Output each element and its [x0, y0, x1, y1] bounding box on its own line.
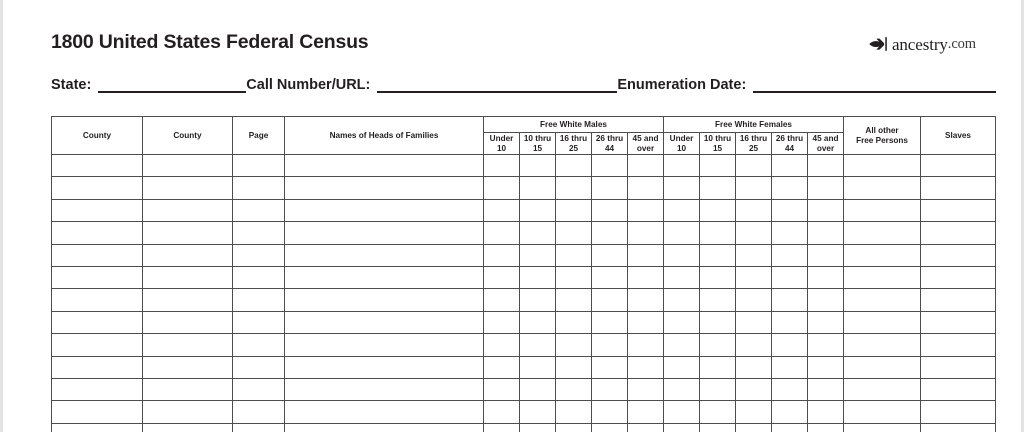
table-cell[interactable] [700, 289, 736, 311]
bracket-line1: Under [669, 133, 694, 143]
table-cell[interactable] [484, 401, 520, 423]
table-cell[interactable] [921, 378, 996, 400]
table-cell[interactable] [664, 311, 700, 333]
table-cell[interactable] [628, 199, 664, 221]
table-cell[interactable] [844, 334, 921, 356]
page-title: 1800 United States Federal Census [51, 31, 369, 53]
table-cell[interactable] [233, 266, 285, 288]
state-input-rule[interactable] [98, 78, 246, 93]
table-cell[interactable] [700, 401, 736, 423]
table-cell[interactable] [844, 401, 921, 423]
table-cell[interactable] [921, 401, 996, 423]
table-cell[interactable] [556, 266, 592, 288]
bracket-line1: 45 and [632, 133, 659, 143]
table-cell[interactable] [772, 177, 808, 199]
table-cell[interactable] [664, 155, 700, 177]
table-cell[interactable] [844, 423, 921, 432]
table-cell[interactable] [844, 199, 921, 221]
table-cell[interactable] [808, 155, 844, 177]
bracket-line1: 45 and [812, 133, 839, 143]
table-cell[interactable] [592, 155, 628, 177]
state-label: State: [51, 77, 92, 93]
bracket-line2: 10 [496, 143, 507, 153]
table-cell[interactable] [484, 222, 520, 244]
document-sheet [3, 0, 1021, 432]
table-cell[interactable] [484, 423, 520, 432]
males-bracket-45-and-over [628, 133, 664, 155]
table-cell[interactable] [592, 356, 628, 378]
table-cell[interactable] [592, 244, 628, 266]
table-cell[interactable] [736, 222, 772, 244]
table-cell[interactable] [808, 356, 844, 378]
call-number-field[interactable] [246, 77, 617, 93]
col-header-names-of-heads-of-families: Names of Heads of Families [285, 117, 484, 155]
table-cell[interactable] [736, 423, 772, 432]
table-cell[interactable] [520, 222, 556, 244]
table-cell[interactable] [772, 155, 808, 177]
table-cell[interactable] [233, 423, 285, 432]
table-cell[interactable] [484, 155, 520, 177]
table-cell[interactable] [921, 289, 996, 311]
bracket-line1: 16 thru [739, 133, 768, 143]
table-cell[interactable] [592, 423, 628, 432]
table-cell[interactable] [556, 401, 592, 423]
table-cell[interactable] [700, 311, 736, 333]
bracket-line2: 15 [532, 143, 543, 153]
table-cell[interactable] [285, 356, 484, 378]
table-cell[interactable] [285, 289, 484, 311]
table-cell[interactable] [484, 177, 520, 199]
table-cell[interactable] [772, 199, 808, 221]
bracket-line2: 25 [748, 143, 759, 153]
table-cell[interactable] [556, 155, 592, 177]
table-cell[interactable] [921, 244, 996, 266]
table-cell[interactable] [52, 289, 143, 311]
bracket-line1: 26 thru [595, 133, 624, 143]
table-cell[interactable] [808, 311, 844, 333]
table-cell[interactable] [233, 378, 285, 400]
table-cell[interactable] [808, 289, 844, 311]
table-cell[interactable] [628, 334, 664, 356]
table-cell[interactable] [233, 311, 285, 333]
table-cell[interactable] [844, 244, 921, 266]
bracket-line2: 15 [712, 143, 723, 153]
table-cell[interactable] [736, 199, 772, 221]
call-number-input-rule[interactable] [377, 78, 617, 93]
table-cell[interactable] [700, 266, 736, 288]
table-cell[interactable] [921, 177, 996, 199]
table-cell[interactable] [808, 244, 844, 266]
table-cell[interactable] [52, 356, 143, 378]
table-cell[interactable] [844, 155, 921, 177]
table-cell[interactable] [700, 155, 736, 177]
table-cell[interactable] [628, 378, 664, 400]
table-cell[interactable] [921, 311, 996, 333]
bracket-line2: 10 [676, 143, 687, 153]
table-cell[interactable] [285, 401, 484, 423]
table-cell[interactable] [520, 356, 556, 378]
table-cell[interactable] [520, 334, 556, 356]
table-row [52, 401, 996, 423]
table-cell[interactable] [556, 199, 592, 221]
females-bracket-26-thru-44 [772, 133, 808, 155]
table-cell[interactable] [52, 155, 143, 177]
table-cell[interactable] [520, 311, 556, 333]
table-cell[interactable] [52, 266, 143, 288]
bracket-line2: 44 [784, 143, 795, 153]
table-cell[interactable] [520, 289, 556, 311]
table-cell[interactable] [556, 423, 592, 432]
table-cell[interactable] [233, 244, 285, 266]
table-cell[interactable] [233, 222, 285, 244]
table-cell[interactable] [664, 244, 700, 266]
table-cell[interactable] [592, 199, 628, 221]
table-cell[interactable] [143, 155, 233, 177]
table-cell[interactable] [921, 423, 996, 432]
state-field[interactable] [51, 77, 246, 93]
table-cell[interactable] [143, 289, 233, 311]
table-cell[interactable] [285, 222, 484, 244]
table-cell[interactable] [233, 155, 285, 177]
table-cell[interactable] [520, 378, 556, 400]
table-cell[interactable] [808, 222, 844, 244]
brand-name: ancestry [891, 34, 948, 54]
table-cell[interactable] [143, 177, 233, 199]
table-cell[interactable] [52, 378, 143, 400]
table-cell[interactable] [736, 266, 772, 288]
males-bracket-16-thru-25 [556, 133, 592, 155]
table-row [52, 356, 996, 378]
table-cell[interactable] [143, 401, 233, 423]
table-cell[interactable] [628, 266, 664, 288]
table-cell[interactable] [143, 334, 233, 356]
table-row [52, 155, 996, 177]
header-group-row [52, 117, 996, 133]
table-cell[interactable] [808, 401, 844, 423]
table-cell[interactable] [520, 155, 556, 177]
table-cell[interactable] [484, 244, 520, 266]
table-cell[interactable] [484, 334, 520, 356]
all-other-free-persons-line1: All other [865, 125, 899, 135]
table-row [52, 423, 996, 432]
table-cell[interactable] [285, 177, 484, 199]
table-cell[interactable] [484, 378, 520, 400]
table-cell[interactable] [285, 334, 484, 356]
bracket-line2: over [636, 143, 655, 153]
table-cell[interactable] [700, 222, 736, 244]
table-cell[interactable] [52, 401, 143, 423]
table-cell[interactable] [520, 401, 556, 423]
table-cell[interactable] [556, 222, 592, 244]
table-cell[interactable] [556, 177, 592, 199]
table-cell[interactable] [556, 289, 592, 311]
table-cell[interactable] [52, 423, 143, 432]
table-cell[interactable] [772, 378, 808, 400]
table-row [52, 289, 996, 311]
table-cell[interactable] [592, 266, 628, 288]
bracket-line1: 16 thru [559, 133, 588, 143]
table-cell[interactable] [808, 423, 844, 432]
table-row [52, 334, 996, 356]
table-cell[interactable] [844, 222, 921, 244]
bracket-line2: 25 [568, 143, 579, 153]
table-cell[interactable] [844, 378, 921, 400]
table-cell[interactable] [285, 423, 484, 432]
table-cell[interactable] [484, 356, 520, 378]
table-cell[interactable] [772, 311, 808, 333]
table-cell[interactable] [844, 356, 921, 378]
table-cell[interactable] [921, 155, 996, 177]
table-cell[interactable] [52, 334, 143, 356]
table-cell[interactable] [628, 222, 664, 244]
table-cell[interactable] [921, 222, 996, 244]
table-cell[interactable] [52, 177, 143, 199]
table-cell[interactable] [484, 199, 520, 221]
females-bracket-under-10 [664, 133, 700, 155]
table-cell[interactable] [921, 356, 996, 378]
table-cell[interactable] [233, 199, 285, 221]
table-cell[interactable] [772, 244, 808, 266]
table-row [52, 378, 996, 400]
table-cell[interactable] [233, 334, 285, 356]
table-cell[interactable] [143, 311, 233, 333]
table-cell[interactable] [700, 199, 736, 221]
bracket-line1: 26 thru [775, 133, 804, 143]
table-cell[interactable] [772, 334, 808, 356]
table-cell[interactable] [592, 177, 628, 199]
table-row [52, 177, 996, 199]
females-bracket-45-and-over [808, 133, 844, 155]
col-header-all-other-free-persons [844, 117, 921, 155]
table-cell[interactable] [592, 334, 628, 356]
table-cell[interactable] [484, 289, 520, 311]
enumeration-date-label: Enumeration Date: [617, 77, 747, 93]
all-other-free-persons-line2: Free Persons [856, 135, 908, 145]
table-cell[interactable] [592, 311, 628, 333]
table-cell[interactable] [736, 378, 772, 400]
col-header-county-2: County [143, 117, 233, 155]
table-cell[interactable] [921, 199, 996, 221]
table-cell[interactable] [736, 311, 772, 333]
table-cell[interactable] [520, 266, 556, 288]
table-cell[interactable] [233, 401, 285, 423]
table-cell[interactable] [556, 378, 592, 400]
col-header-slaves: Slaves [921, 117, 996, 155]
table-cell[interactable] [664, 356, 700, 378]
table-cell[interactable] [772, 266, 808, 288]
table-cell[interactable] [592, 401, 628, 423]
males-bracket-26-thru-44 [592, 133, 628, 155]
table-cell[interactable] [808, 177, 844, 199]
bracket-line2: over [816, 143, 835, 153]
table-cell[interactable] [556, 244, 592, 266]
table-cell[interactable] [285, 266, 484, 288]
table-cell[interactable] [143, 423, 233, 432]
table-cell[interactable] [592, 222, 628, 244]
table-cell[interactable] [664, 222, 700, 244]
table-cell[interactable] [233, 356, 285, 378]
table-cell[interactable] [285, 378, 484, 400]
table-cell[interactable] [664, 423, 700, 432]
females-bracket-16-thru-25 [736, 133, 772, 155]
table-cell[interactable] [52, 222, 143, 244]
table-cell[interactable] [592, 289, 628, 311]
census-table-body [52, 155, 996, 432]
table-cell[interactable] [844, 311, 921, 333]
table-cell[interactable] [921, 266, 996, 288]
col-header-county-1: County [52, 117, 143, 155]
group-header-free-white-females: Free White Females [664, 117, 844, 133]
census-table [51, 116, 996, 432]
males-bracket-under-10 [484, 133, 520, 155]
table-cell[interactable] [143, 222, 233, 244]
table-cell[interactable] [736, 401, 772, 423]
table-cell[interactable] [52, 311, 143, 333]
table-cell[interactable] [772, 222, 808, 244]
table-cell[interactable] [736, 244, 772, 266]
table-cell[interactable] [844, 177, 921, 199]
table-cell[interactable] [664, 378, 700, 400]
table-cell[interactable] [844, 266, 921, 288]
enumeration-date-field[interactable] [617, 77, 996, 93]
table-cell[interactable] [628, 423, 664, 432]
table-cell[interactable] [484, 311, 520, 333]
table-cell[interactable] [664, 177, 700, 199]
bracket-line1: 10 thru [523, 133, 552, 143]
bracket-line1: Under [489, 133, 514, 143]
table-cell[interactable] [664, 401, 700, 423]
table-cell[interactable] [772, 289, 808, 311]
table-cell[interactable] [700, 356, 736, 378]
enumeration-date-input-rule[interactable] [753, 78, 996, 93]
table-row [52, 222, 996, 244]
call-number-label: Call Number/URL: [246, 77, 371, 93]
table-cell[interactable] [143, 244, 233, 266]
table-cell[interactable] [556, 356, 592, 378]
table-cell[interactable] [736, 334, 772, 356]
table-row [52, 244, 996, 266]
table-cell[interactable] [736, 177, 772, 199]
table-cell[interactable] [772, 401, 808, 423]
table-cell[interactable] [700, 334, 736, 356]
table-cell[interactable] [233, 289, 285, 311]
table-cell[interactable] [556, 334, 592, 356]
table-cell[interactable] [628, 401, 664, 423]
table-cell[interactable] [808, 378, 844, 400]
census-table-container [51, 116, 979, 432]
table-cell[interactable] [52, 244, 143, 266]
table-cell[interactable] [520, 177, 556, 199]
table-cell[interactable] [921, 334, 996, 356]
table-row [52, 199, 996, 221]
table-cell[interactable] [520, 423, 556, 432]
table-cell[interactable] [285, 311, 484, 333]
table-cell[interactable] [285, 155, 484, 177]
table-cell[interactable] [592, 378, 628, 400]
table-cell[interactable] [143, 266, 233, 288]
table-cell[interactable] [285, 244, 484, 266]
bracket-line1: 10 thru [703, 133, 732, 143]
table-cell[interactable] [736, 289, 772, 311]
table-cell[interactable] [52, 199, 143, 221]
table-cell[interactable] [808, 334, 844, 356]
census-table-head [52, 117, 996, 155]
bracket-line2: 44 [604, 143, 615, 153]
females-bracket-10-thru-15 [700, 133, 736, 155]
table-cell[interactable] [844, 289, 921, 311]
table-cell[interactable] [143, 199, 233, 221]
table-cell[interactable] [233, 177, 285, 199]
col-header-page: Page [233, 117, 285, 155]
table-cell[interactable] [664, 334, 700, 356]
table-row [52, 311, 996, 333]
table-cell[interactable] [700, 378, 736, 400]
ancestry-logo [868, 33, 976, 55]
table-cell[interactable] [520, 244, 556, 266]
table-cell[interactable] [628, 155, 664, 177]
form-fields-row [51, 69, 979, 93]
table-cell[interactable] [700, 177, 736, 199]
group-header-free-white-males: Free White Males [484, 117, 664, 133]
ancestry-leaf-icon [868, 35, 890, 53]
table-cell[interactable] [628, 289, 664, 311]
table-cell[interactable] [143, 378, 233, 400]
table-row [52, 266, 996, 288]
table-cell[interactable] [520, 199, 556, 221]
brand-tld: .com [947, 35, 976, 52]
table-cell[interactable] [628, 244, 664, 266]
table-cell[interactable] [628, 356, 664, 378]
table-cell[interactable] [772, 423, 808, 432]
table-cell[interactable] [700, 423, 736, 432]
males-bracket-10-thru-15 [520, 133, 556, 155]
table-cell[interactable] [808, 199, 844, 221]
table-cell[interactable] [736, 155, 772, 177]
table-cell[interactable] [736, 356, 772, 378]
table-cell[interactable] [628, 311, 664, 333]
table-cell[interactable] [664, 199, 700, 221]
table-cell[interactable] [484, 266, 520, 288]
table-cell[interactable] [285, 199, 484, 221]
table-cell[interactable] [808, 266, 844, 288]
table-cell[interactable] [664, 289, 700, 311]
table-cell[interactable] [700, 244, 736, 266]
table-cell[interactable] [664, 266, 700, 288]
table-cell[interactable] [556, 311, 592, 333]
table-cell[interactable] [628, 177, 664, 199]
table-cell[interactable] [143, 356, 233, 378]
table-cell[interactable] [772, 356, 808, 378]
